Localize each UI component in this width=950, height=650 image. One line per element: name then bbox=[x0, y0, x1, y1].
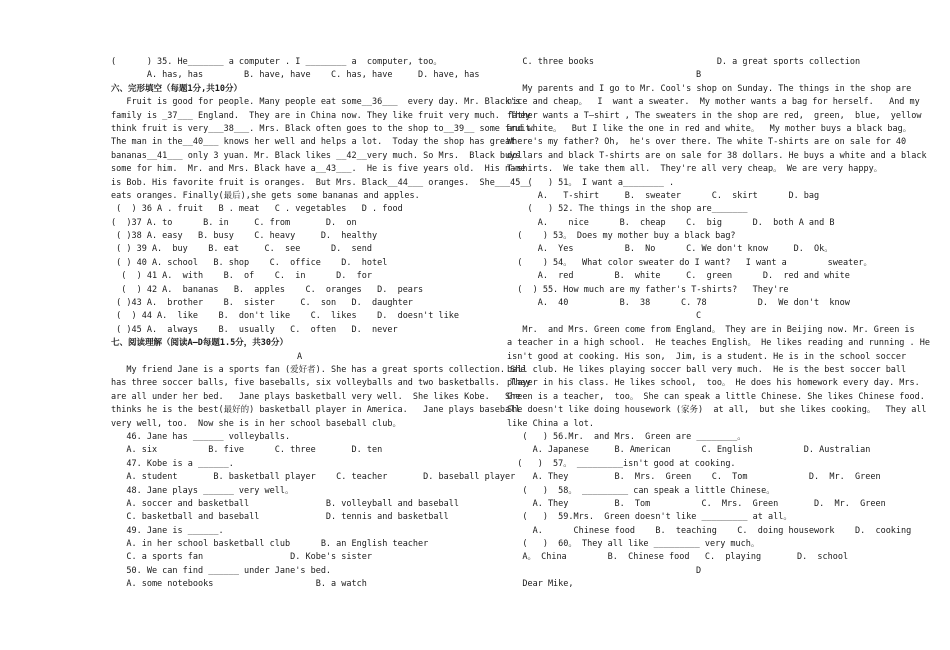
text-line: is Bob. His favorite fruit is oranges. But Mrs. Black__44___ oranges. She___45__ bbox=[111, 177, 531, 188]
text-line: Fruit is good for people. Many people eat some__36___ every day. Mr. Black's bbox=[111, 97, 521, 108]
text-line: family is _37___ England. They are in China now. They like fruit very much. They bbox=[111, 110, 531, 121]
text-line: A. nice B. cheap C. big D. both A and B bbox=[507, 217, 835, 228]
text-line: ( ) 59.Mrs. Green doesn't like _________ at all。 bbox=[507, 512, 792, 523]
text-line: dollars and black T-shirts are on sale for 38 dollars. He buys a white and a black bbox=[507, 150, 927, 161]
text-line: think fruit is very___38___. Mrs. Black often goes to the shop to__39__ some fruit. bbox=[111, 123, 536, 134]
text-line: ( ) 56.Mr. and Mrs. Green are ________。 bbox=[507, 431, 746, 442]
text-line: bananas__41___ only 3 yuan. Mr. Black likes __42__very much. So Mrs. Black buys bbox=[111, 150, 521, 161]
text-line: ( ) 35. He_______ a computer . I ________ a computer, too。 bbox=[111, 57, 442, 67]
text-line: C. three books D. a great sports collection bbox=[507, 57, 861, 67]
text-line: father wants a T—shirt , The sweaters in the shop are red, green, blue, yellow bbox=[507, 110, 922, 121]
text-line: A. in her school basketball club B. an English teacher bbox=[111, 539, 429, 550]
text-line: isn't good at cooking. His son, Jim, is a student. He is in the school soccer bbox=[507, 351, 907, 362]
text-line: very well, too. Now she is in her school baseball club。 bbox=[111, 418, 401, 429]
text-line: ( ) 41 A. with B. of C. in D. for bbox=[111, 271, 372, 282]
right-column bbox=[507, 56, 931, 592]
text-line: The man in the__40___ knows her well and helps a lot. Today the shop has great bbox=[111, 137, 516, 148]
text-line: My friend Jane is a sports fan (爱好者). She has a great sports collection. She bbox=[111, 364, 526, 375]
text-line: A. They B. Mrs. Green C. Tom D. Mr. Green bbox=[507, 472, 881, 483]
section-heading: 六、完形填空（每题1分,共10分） bbox=[111, 83, 242, 94]
text-line: nice and cheap。 I want a sweater. My mother wants a bag for herself. And my bbox=[507, 97, 920, 108]
text-line: A. They B. Tom C. Mrs. Green D. Mr. Green bbox=[507, 498, 886, 509]
text-line: ( ) 52. The things in the shop are_______ bbox=[507, 204, 748, 215]
text-line: ( ) 57。 _________isn't good at cooking. bbox=[507, 458, 736, 469]
text-line: 48. Jane plays ______ very well。 bbox=[111, 485, 294, 496]
text-line: ( ) 53。 Does my mother buy a black bag? bbox=[507, 231, 736, 242]
text-line: ( ) 40 A. school B. shop C. office D. hotel bbox=[111, 257, 388, 268]
text-line: A. T-shirt B. sweater C. skirt D. bag bbox=[507, 190, 820, 201]
text-line: ( ) 58。 _________ can speak a little Chinese。 bbox=[507, 485, 775, 496]
text-line: A。 China B. Chinese food C. playing D. school bbox=[507, 552, 849, 563]
text-line: 49. Jane is ______. bbox=[111, 525, 224, 536]
text-line: A. six B. five C. three D. ten bbox=[111, 445, 383, 456]
text-line: 47. Kobe is a ______. bbox=[111, 458, 234, 469]
text-line: ( ) 51。 I want a________ . bbox=[507, 177, 675, 188]
text-line: C. a sports fan D. Kobe's sister bbox=[111, 552, 372, 563]
text-line: A. student B. basketball player C. teacher D. baseball player bbox=[111, 472, 516, 483]
text-line: are all under her bed. Jane plays basketball very well. She likes Kobe. She bbox=[111, 391, 521, 402]
text-line: some for him. Mr. and Mrs. Black have a__43___. He is five years old. His name bbox=[111, 164, 526, 175]
text-line: Mr. and Mrs. Green come from England。 They are in Beijing now. Mr. Green is bbox=[507, 324, 915, 335]
text-line: Green is a teacher, too。 She can speak a little Chinese. She likes Chinese food. bbox=[507, 391, 925, 402]
text-line: Where's my father? Oh, he's over there. The white T-shirts are on sale for 40 bbox=[507, 137, 907, 148]
text-line: T-shirts. We take them all. They're all very cheap。 We are very happy。 bbox=[507, 164, 883, 175]
text-line: ball club. He likes playing soccer ball very much. He is the best soccer ball bbox=[507, 364, 907, 375]
text-line: thinks he is the best(最好的) basketball player in America. Jane plays baseball bbox=[111, 405, 521, 416]
text-line: ( ) 54。 What color sweater do I want? I want a sweater。 bbox=[507, 257, 872, 268]
text-line: A. soccer and basketball B. volleyball and baseball bbox=[111, 498, 459, 509]
text-line: eats oranges. Finally(最后),she gets some bananas and apples. bbox=[111, 190, 420, 201]
text-line: A. 40 B. 38 C. 78 D. We don't know bbox=[507, 298, 850, 309]
text-line: ( ) 39 A. buy B. eat C. see D. send bbox=[111, 244, 372, 255]
text-line: 50. We can find ______ under Jane's bed. bbox=[111, 565, 332, 576]
text-line: A. Yes B. No C. We don't know D. Ok。 bbox=[507, 244, 833, 255]
text-line: A. has, has B. have, have C. has, have D. have, has bbox=[111, 70, 480, 81]
text-line: A. some notebooks B. a watch bbox=[111, 579, 367, 590]
text-line: My parents and I go to Mr. Cool's shop on Sunday. The things in the shop are bbox=[507, 83, 912, 94]
text-line: ( )45 A. always B. usually C. often D. never bbox=[111, 324, 398, 335]
text-line: ( )37 A. to B. in C. from D. on bbox=[111, 217, 357, 228]
text-line: 46. Jane has ______ volleyballs. bbox=[111, 431, 291, 442]
text-line: ( ) 44 A. like B. don't like C. likes D. doesn't like bbox=[111, 311, 459, 322]
passage-label: A bbox=[296, 351, 303, 362]
text-line: a teacher in a high school. He teaches English。 He likes reading and running . He bbox=[507, 338, 931, 349]
text-line: ( ) 55. How much are my father's T-shirts? They're bbox=[507, 284, 789, 295]
text-line: Dear Mike, bbox=[507, 579, 574, 590]
text-line: She doesn't like doing housework (家务) at all, but she likes cooking。 They all bbox=[507, 405, 927, 416]
text-line: C. basketball and baseball D. tennis and basketball bbox=[111, 512, 449, 523]
left-column bbox=[111, 56, 536, 592]
text-line: has three soccer balls, five baseballs, six volleyballs and two basketballs. They bbox=[111, 378, 531, 389]
text-line: ( ) 42 A. bananas B. apples C. oranges D. pears bbox=[111, 284, 424, 295]
text-line: A. Chinese food B. teaching C. doing housework D. cooking bbox=[507, 525, 912, 536]
passage-label: C bbox=[695, 311, 702, 322]
text-line: ( ) 60。 They all like _________ very much。 bbox=[507, 539, 760, 550]
text-line: A. red B. white C. green D. red and white bbox=[507, 271, 850, 282]
text-line: and white。 But I like the one in red and white。 My mother buys a black bag。 bbox=[507, 123, 912, 134]
text-line: ( )43 A. brother B. sister C. son D. daughter bbox=[111, 298, 413, 309]
text-line: A. Japanese B. American C. English D. Australian bbox=[507, 445, 871, 456]
passage-label: D bbox=[695, 565, 702, 576]
text-line: ( )38 A. easy B. busy C. heavy D. healthy bbox=[111, 231, 378, 242]
passage-label: B bbox=[695, 70, 702, 81]
section-heading: 七、阅读理解（阅读A—D每题1.5分，共30分） bbox=[111, 338, 288, 349]
text-line: ( ) 36 A . fruit B . meat C . vegetables D . food bbox=[111, 204, 403, 215]
text-line: player in his class. He likes school, too。 He does his homework every day. Mrs. bbox=[507, 378, 920, 389]
text-line: like China a lot. bbox=[507, 418, 594, 429]
